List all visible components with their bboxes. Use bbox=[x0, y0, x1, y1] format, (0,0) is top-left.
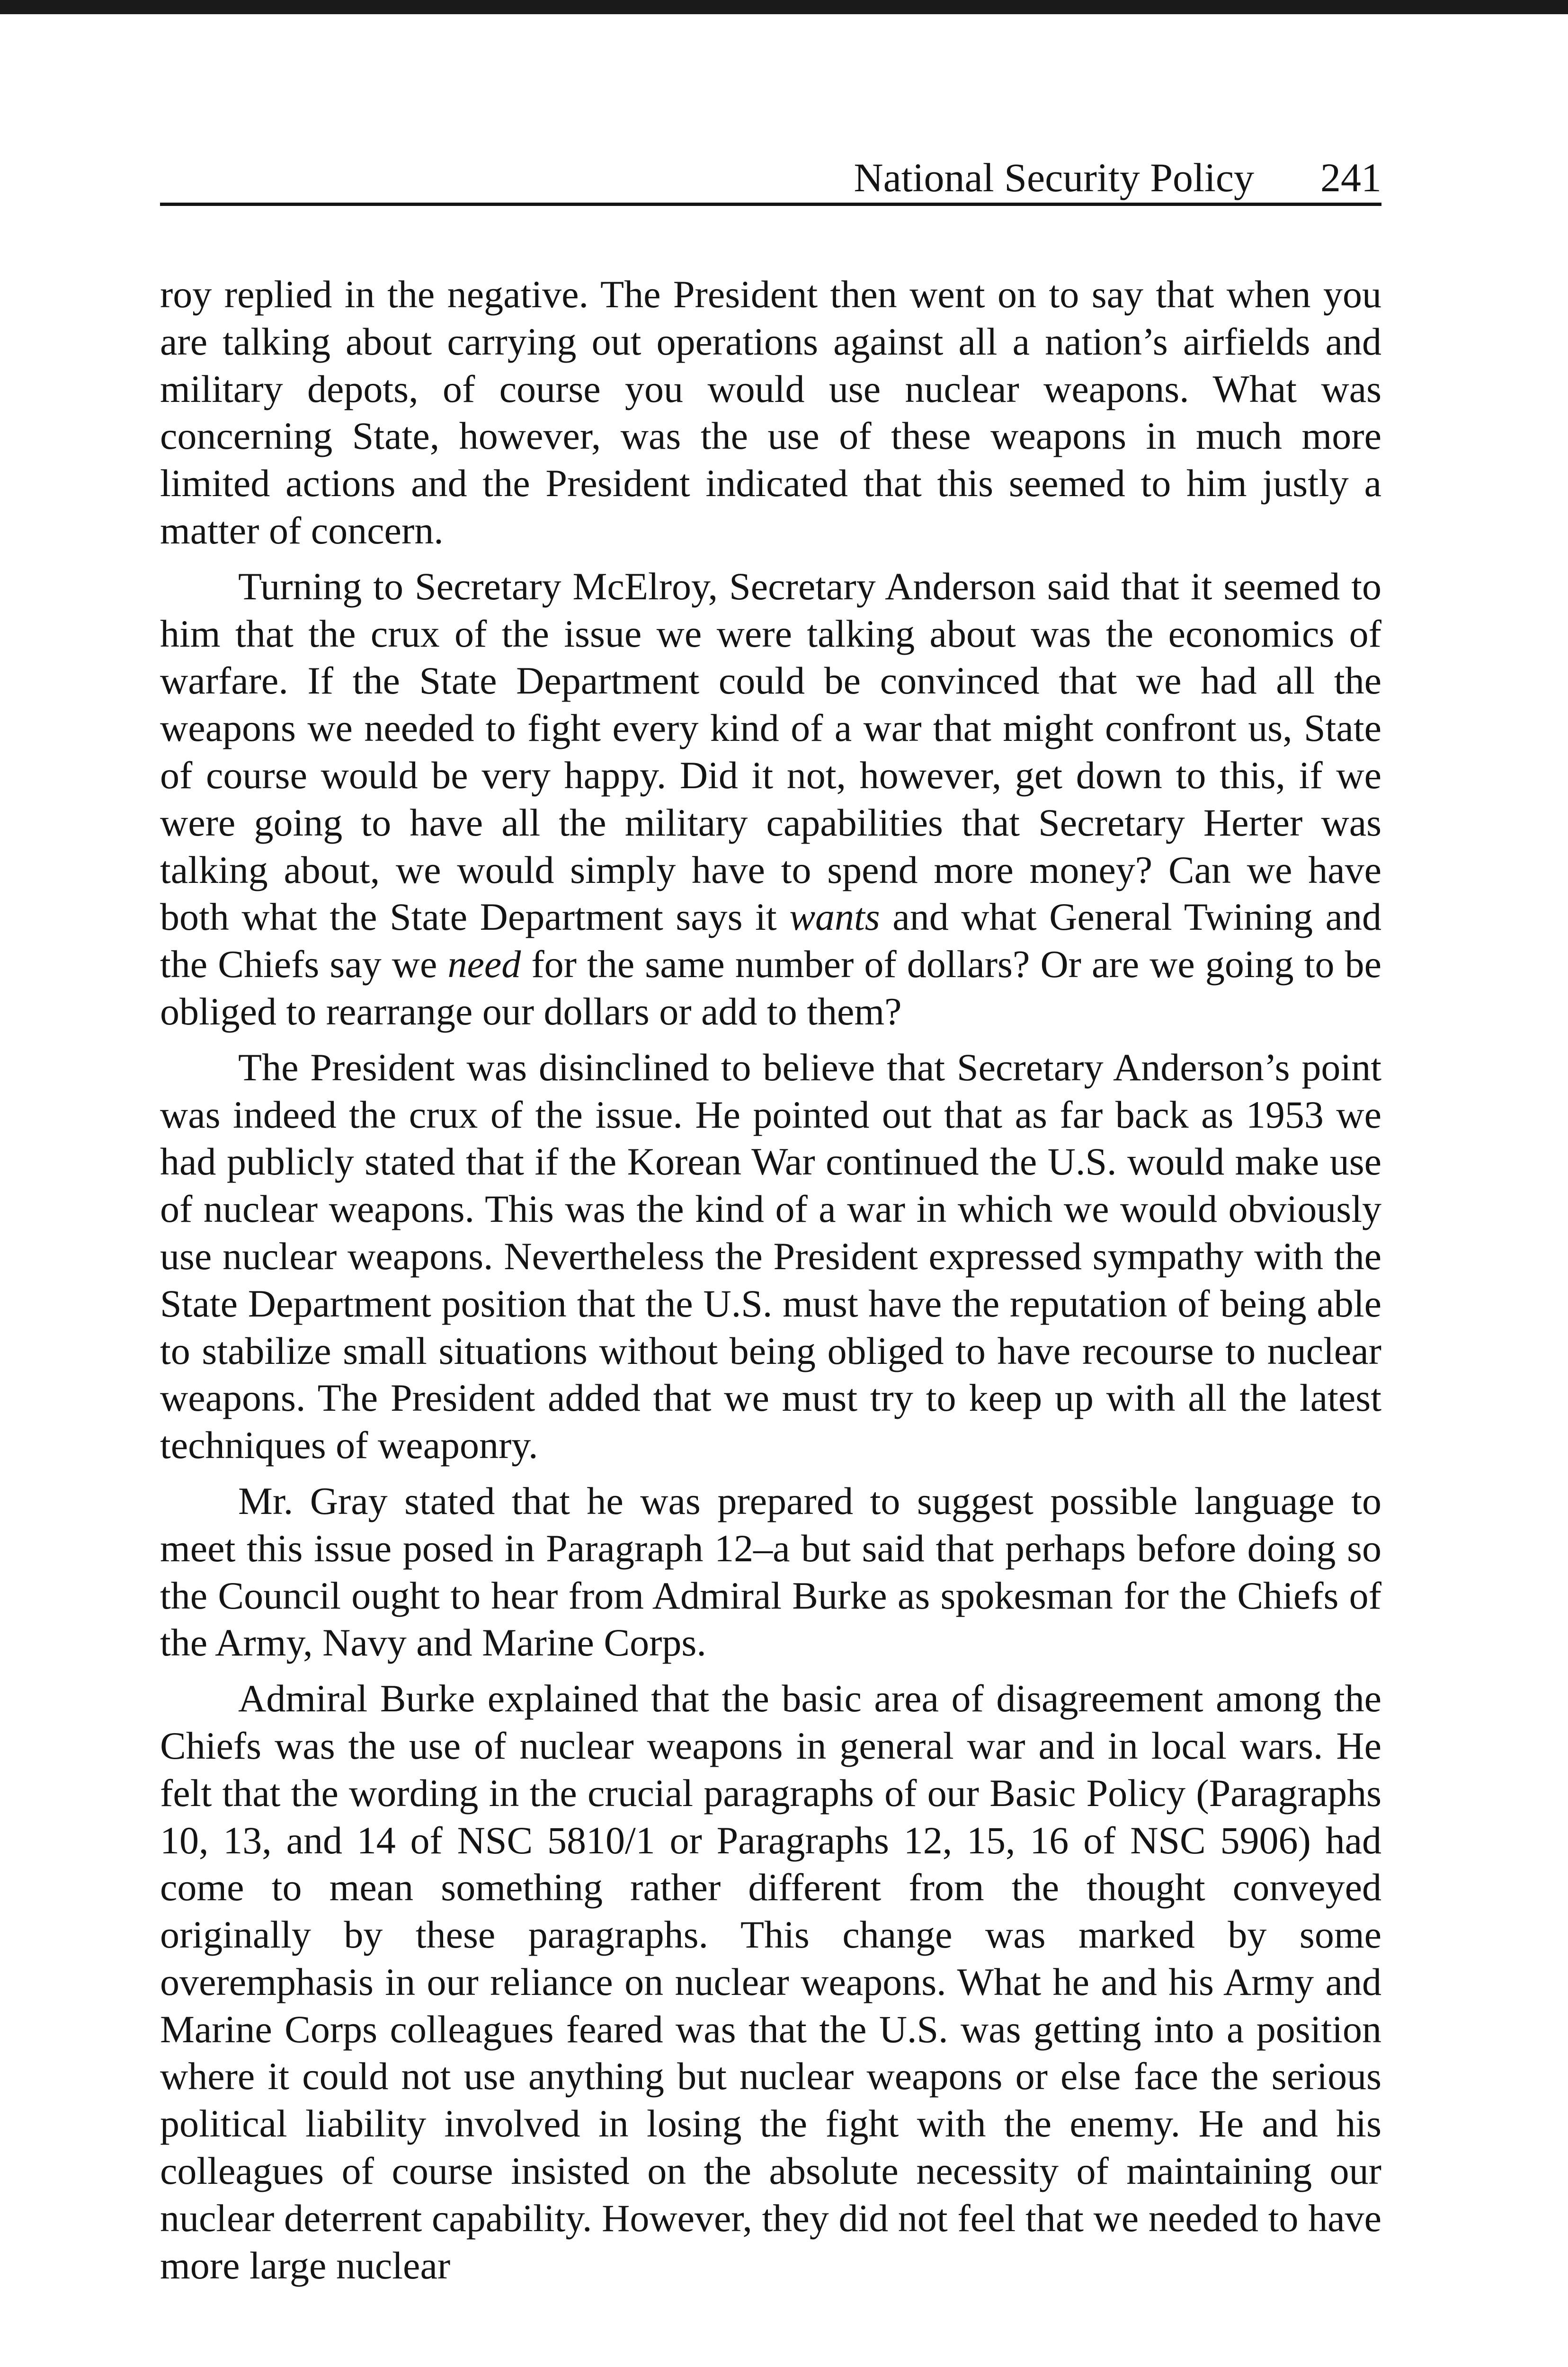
paragraph-burke: Admiral Burke explained that the basic area of disagreement among the Chiefs was the use of nuclear weapons in general war and in local wars. He felt that the wording in the crucial paragraphs of our Basic Policy (Paragraphs 10, 13, and 14 of NSC 5810/1 or Paragraphs 12, 15, 16 of NSC 5906) had come to mean something rather different from the thought conveyed originally by these paragraphs. This change was marked by some overemphasis in our reliance on nuclear weapons. What he and his Army and Marine Corps colleagues feared was that the U.S. was getting into a position where it could not use anything but nuclear weapons or else face the serious political liability involved in losing the fight with the enemy. He and his colleagues of course insisted on the absolute necessity of maintaining our nuclear deterrent capability. However, they did not feel that we needed to have more large nuclear bbox=[160, 1677, 1381, 2287]
paragraph-gray: Mr. Gray stated that he was prepared to suggest possible language to meet this issue posed in Paragraph 12–a but said that perhaps before doing so the Council ought to hear from Admiral Burke as spokesman for the Chiefs of the Army, Navy and Marine Corps. bbox=[160, 1479, 1381, 1664]
header-rule bbox=[160, 203, 1381, 206]
paragraph-anderson-mid: and what General Twining and the Chiefs say we bbox=[160, 895, 1382, 986]
page-number: 241 bbox=[1320, 155, 1381, 200]
paragraph-continuation: roy replied in the negative. The President then went on to say that when you are talking about carrying out operations against all a nation’s airfields and military depots, of course you would use nuclear weapons. What was concerning State, however, was the use of these weapons in much more limited actions and the President indicated that this seemed to him justly a matter of concern. bbox=[160, 273, 1381, 552]
page-body bbox=[160, 271, 1381, 2289]
emphasis-need: need bbox=[447, 943, 521, 986]
paragraph-anderson-text: Turning to Secretary McElroy, Secretary Anderson said that it seemed to him that the crux of the issue we were talking about was the economics of warfare. If the State Department could be convinced that we had all the weapons we needed to fight every kind of a war that might confront us, State of course would be very happy. Did it not, however, get down to this, if we were going to have all the military capabilities that Secretary Herter was talking about, we would simply have to spend more money? Can we have both what the State Department says it bbox=[160, 564, 1381, 939]
paragraph-anderson-end: for the same number of dollars? Or are we going to be obliged to rearrange our dollars or add to them? bbox=[160, 943, 1381, 1033]
page-top-edge bbox=[0, 0, 1568, 14]
running-head-line bbox=[854, 149, 1381, 206]
running-title: National Security Policy bbox=[854, 155, 1254, 200]
running-header bbox=[160, 149, 1381, 206]
paragraph-president: The President was disinclined to believe that Secretary Anderson’s point was indeed the crux of the issue. He pointed out that as far back as 1953 we had publicly stated that if the Korean War continued the U.S. would make use of nuclear weapons. This was the kind of a war in which we would obviously use nuclear weapons. Nevertheless the President expressed sympathy with the State Department position that the U.S. must have the reputation of being able to stabilize small situations without being obliged to have recourse to nuclear weapons. The President added that we must try to keep up with all the latest techniques of weaponry. bbox=[160, 1045, 1381, 1467]
paragraph-anderson bbox=[160, 563, 1381, 1035]
emphasis-wants: wants bbox=[789, 895, 880, 939]
